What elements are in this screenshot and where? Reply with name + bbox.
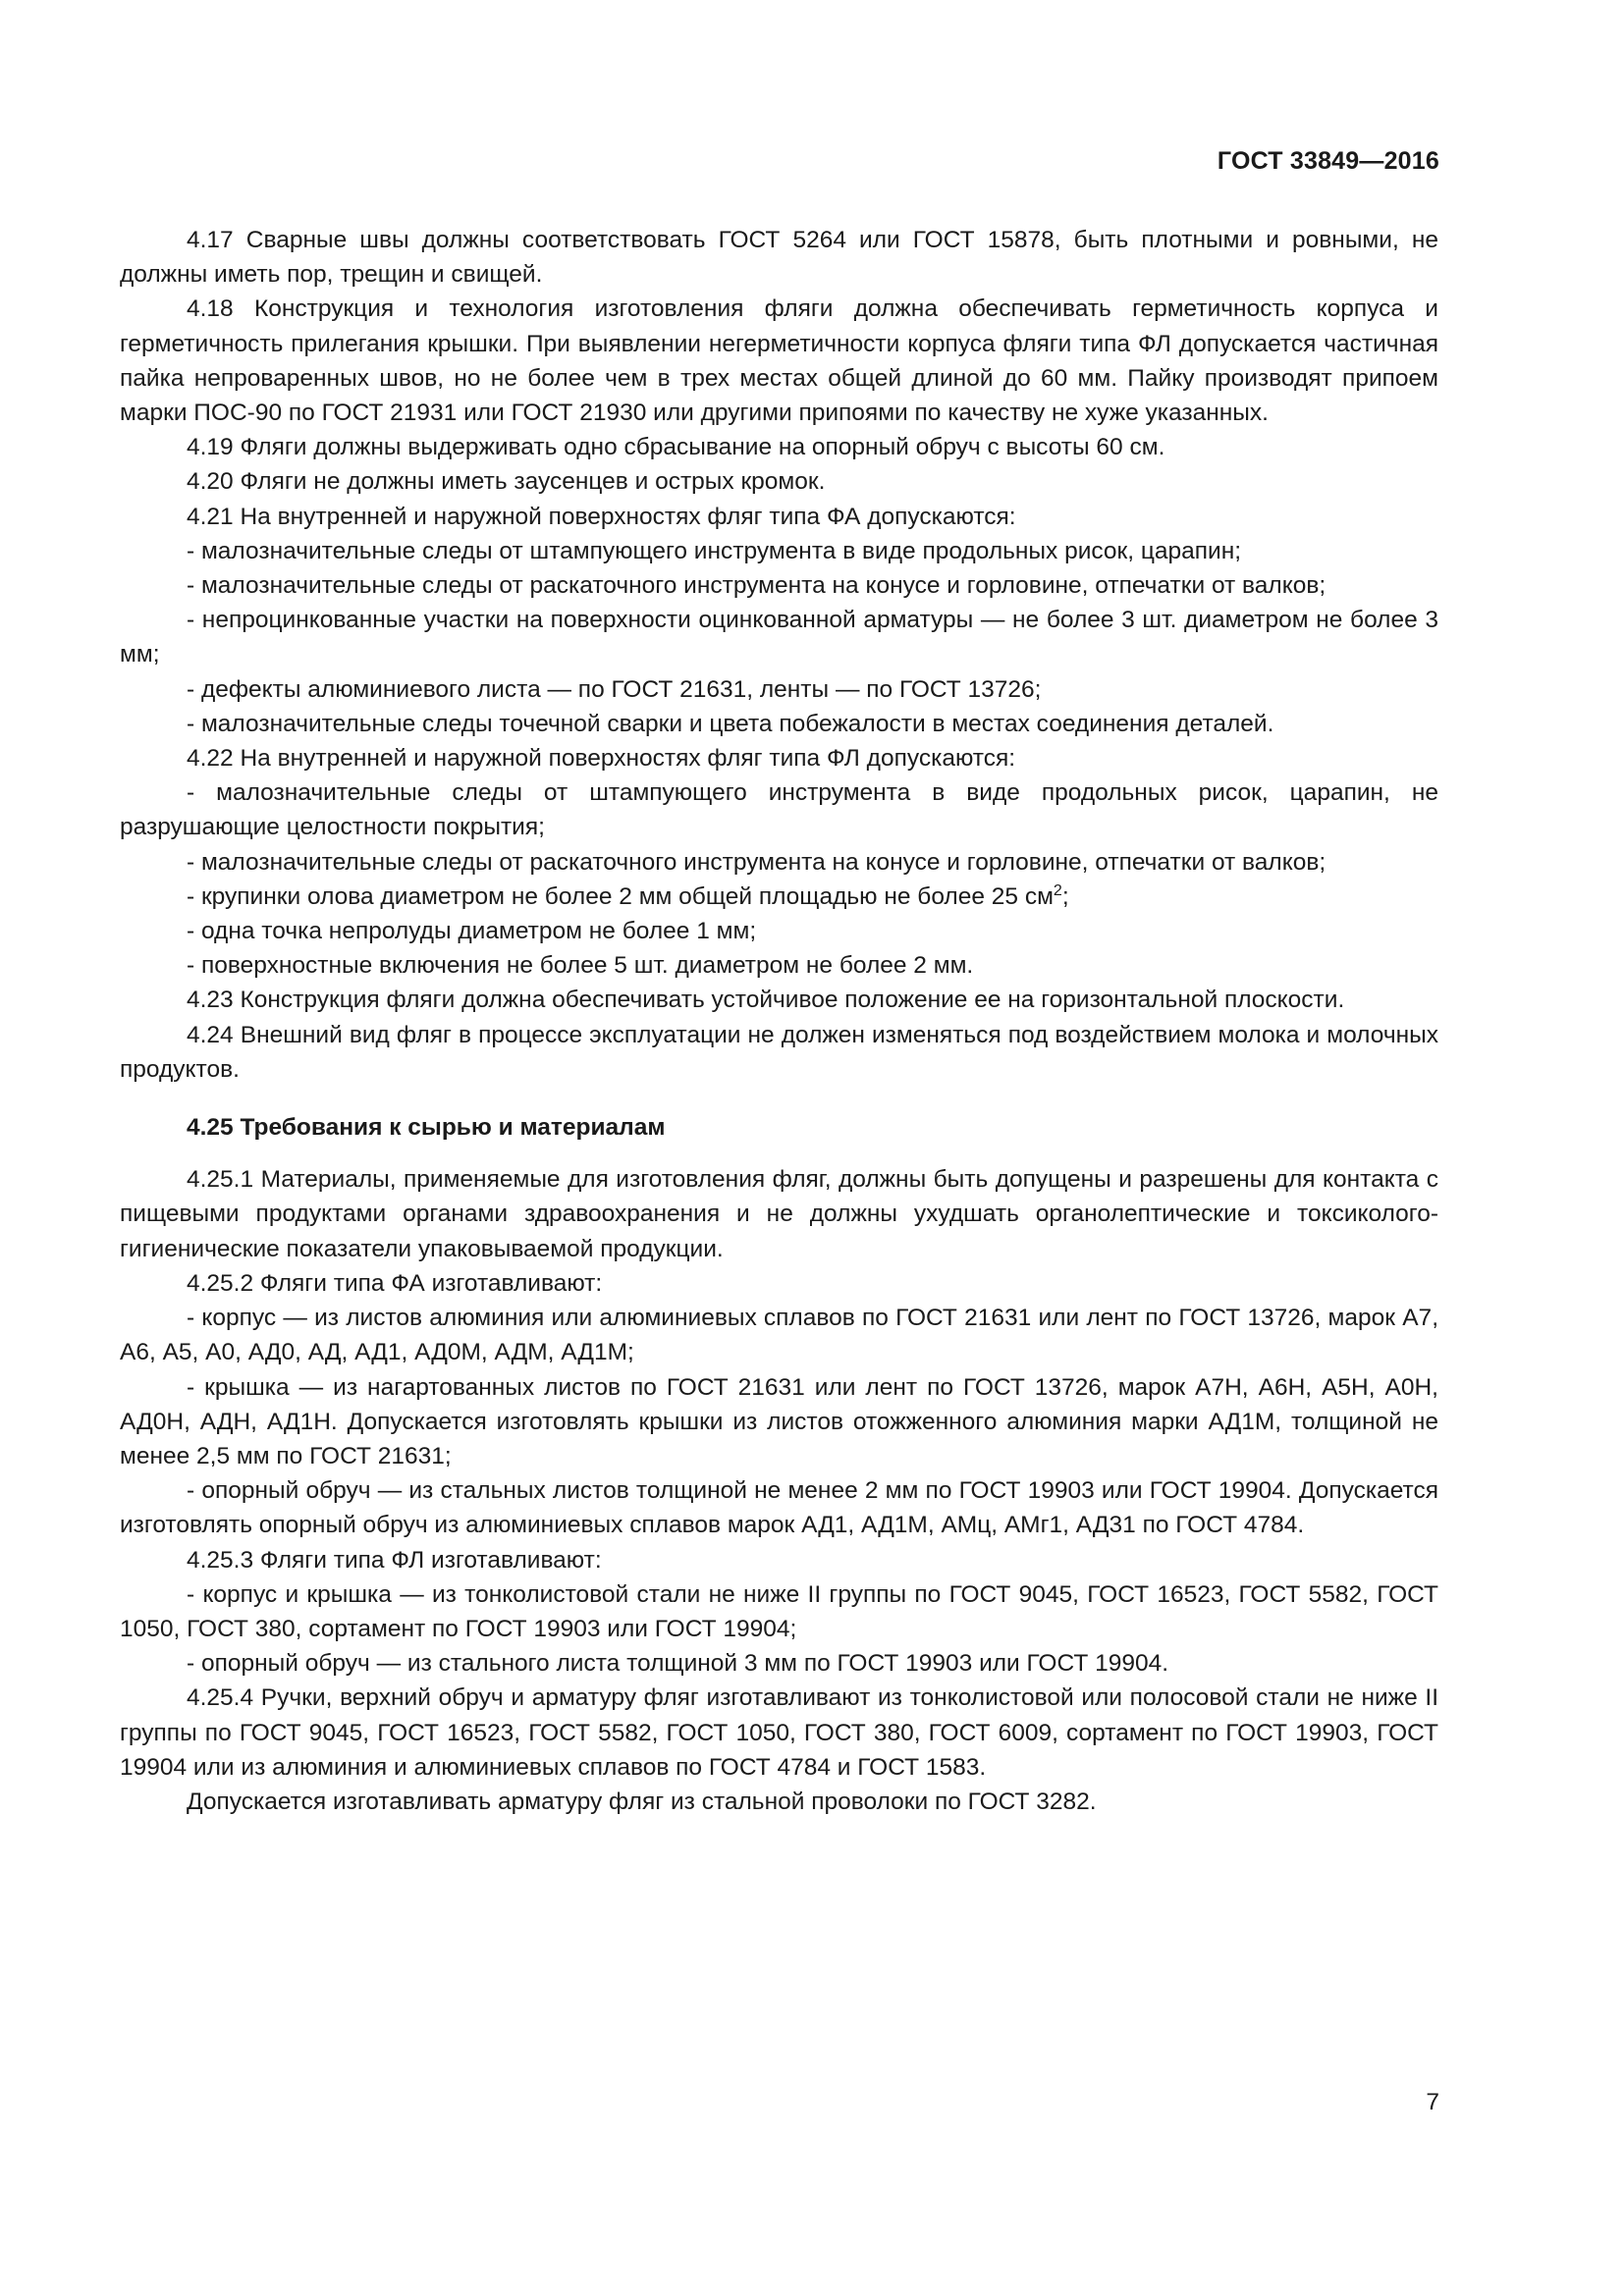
list-item: - крышка — из нагартованных листов по ГОСТ 21631 или лент по ГОСТ 13726, марок А7Н, А6Н, А5Н, А0Н, АД0Н, АДН, АД1Н. Допускается изготовлять крышки из листов отожженного алюминия марки АД1М, толщиной не менее 2,5 мм по ГОСТ 21631; [120,1373,1438,1469]
list-item: - дефекты алюминиевого листа — по ГОСТ 21631, ленты — по ГОСТ 13726; [187,675,1042,703]
list-item: - поверхностные включения не более 5 шт. диаметром не более 2 мм. [187,952,974,980]
paragraph-4-23: 4.23 Конструкция фляги должна обеспечивать устойчивое положение ее на горизонтальной плоскости. [187,987,1345,1014]
list-item: - малозначительные следы от штампующего инструмента в виде продольных рисок, царапин, не разрушающие целостности покрытия; [120,779,1438,841]
list-item: - малозначительные следы от штампующего инструмента в виде продольных рисок, царапин; [187,537,1242,564]
paragraph-4-25-2: 4.25.2 Фляги типа ФА изготавливают: [187,1269,603,1297]
list-item: - малозначительные следы точечной сварки и цвета побежалости в местах соединения деталей. [187,710,1274,737]
list-item: - корпус — из листов алюминия или алюминиевых сплавов по ГОСТ 21631 или лент по ГОСТ 13726, марок А7, А6, А5, А0, АД0, АД, АД1, АД0М, АДМ, АД1М; [120,1305,1438,1366]
paragraph-4-25-3: 4.25.3 Фляги типа ФЛ изготавливают: [187,1546,602,1574]
paragraph-4-25-4: 4.25.4 Ручки, верхний обруч и арматуру фляг изготавливают из тонколистовой или полосовой стали не ниже II группы по ГОСТ 9045, ГОСТ 16523, ГОСТ 5582, ГОСТ 1050, ГОСТ 380, ГОСТ 6009, сортамент по ГОСТ 19903, ГОСТ 19904 или из алюминия и алюминиевых сплавов по ГОСТ 4784 и ГОСТ 1583. [120,1684,1438,1781]
superscript-two: 2 [1053,881,1062,899]
list-item: - корпус и крышка — из тонколистовой стали не ниже II группы по ГОСТ 9045, ГОСТ 16523, ГОСТ 5582, ГОСТ 1050, ГОСТ 380, сортамент по ГОСТ 19903 или ГОСТ 19904; [120,1580,1438,1642]
paragraph-4-24: 4.24 Внешний вид фляг в процессе эксплуатации не должен изменяться под воздействием молока и молочных продуктов. [120,1021,1438,1083]
tin-item-text: - крупинки олова диаметром не более 2 мм общей площадью не более 25 см [187,882,1054,910]
list-item: - малозначительные следы от раскаточного инструмента на конусе и горловине, отпечатки от валков; [187,572,1326,600]
list-item: - опорный обруч — из стальных листов толщиной не менее 2 мм по ГОСТ 19903 или ГОСТ 19904. Допускается изготовлять опорный обруч из алюминиевых сплавов марок АД1, АД1М, АМц, АМг1, АД31 по ГОСТ 4784. [120,1477,1438,1539]
paragraph-4-22: 4.22 На внутренней и наружной поверхностях фляг типа ФЛ допускаются: [187,745,1016,773]
list-item: - малозначительные следы от раскаточного инструмента на конусе и горловине, отпечатки от валков; [187,848,1326,876]
list-item-tin [120,880,1438,914]
paragraph-4-21: 4.21 На внутренней и наружной поверхностях фляг типа ФА допускаются: [187,503,1016,530]
paragraph-4-18: 4.18 Конструкция и технология изготовления фляги должна обеспечивать герметичность корпуса и герметичность прилегания крышки. При выявлении негерметичности корпуса фляги типа ФЛ допускается частичная пайка непроваренных швов, но не более чем в трех местах общей длиной до 60 мм. Пайку производят припоем марки ПОС-90 по ГОСТ 21931 или ГОСТ 21930 или другими припоями по качеству не хуже указанных. [120,295,1438,427]
paragraph-4-17: 4.17 Сварные швы должны соответствовать ГОСТ 5264 или ГОСТ 15878, быть плотными и ровными, не должны иметь пор, трещин и свищей. [120,227,1438,289]
document-body [120,223,1438,1819]
list-item: - одна точка непролуды диаметром не более 1 мм; [187,918,757,945]
tin-item-tail: ; [1061,882,1069,910]
paragraph-4-25-1: 4.25.1 Материалы, применяемые для изготовления фляг, должны быть допущены и разрешены для контакта с пищевыми продуктами органами здравоохранения и не должны ухудшать органолептические и токсиколого-гигиенические показатели упаковываемой продукции. [120,1166,1438,1262]
paragraph-permission: Допускается изготавливать арматуру фляг из стальной проволоки по ГОСТ 3282. [187,1788,1097,1815]
list-item: - опорный обруч — из стального листа толщиной 3 мм по ГОСТ 19903 или ГОСТ 19904. [187,1650,1169,1678]
paragraph-4-20: 4.20 Фляги не должны иметь заусенцев и острых кромок. [187,468,826,496]
section-heading-4-25: 4.25 Требования к сырью и материалам [187,1114,666,1142]
document-header: ГОСТ 33849—2016 [1217,147,1439,175]
list-item: - непроцинкованные участки на поверхности оцинкованной арматуры — не более 3 шт. диаметром не более 3 мм; [120,607,1438,668]
page-number: 7 [1426,2089,1439,2115]
paragraph-4-19: 4.19 Фляги должны выдерживать одно сбрасывание на опорный обруч с высоты 60 см. [187,434,1165,461]
